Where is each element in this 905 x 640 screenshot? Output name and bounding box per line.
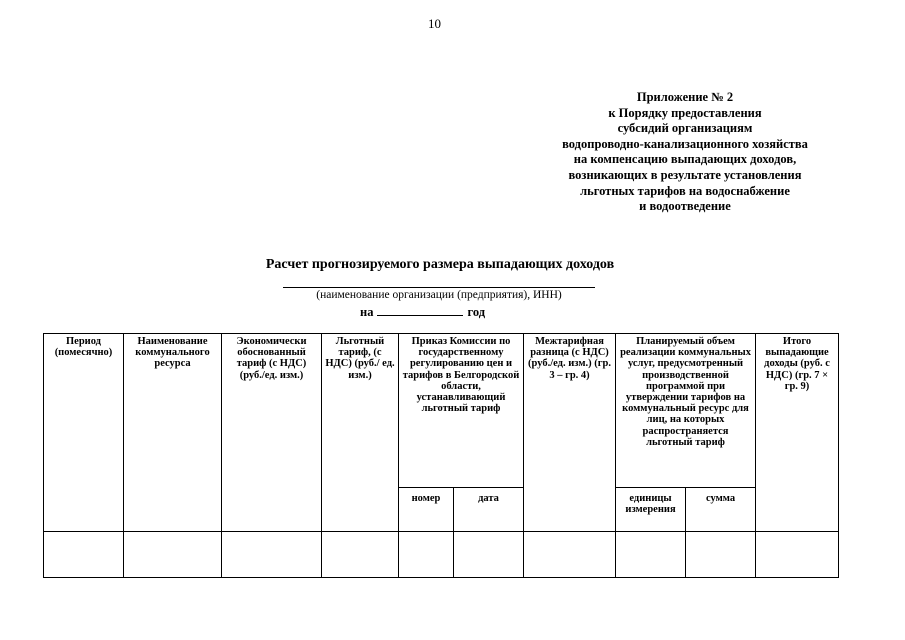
table-cell [44, 532, 124, 578]
appendix-line: на компенсацию выпадающих доходов, [573, 152, 797, 167]
appendix-line: водопроводно-канализационного хозяйства [562, 136, 808, 151]
col-order-number: номер [399, 488, 454, 532]
table-cell [454, 532, 524, 578]
col-period: Период (помесячно) [44, 334, 124, 532]
appendix-line: к Порядку предоставления [608, 105, 762, 120]
period-on-label: на [360, 305, 374, 319]
table-header-row [44, 334, 839, 488]
col-order-date: дата [454, 488, 524, 532]
year-blank [377, 305, 463, 316]
col-economic-tariff: Экономически обоснованный тариф (с НДС) (руб./ед. изм.) [222, 334, 322, 532]
col-difference: Межтарифная разница (с НДС) (руб./ед. изм.) (гр. 3 – гр. 4) [524, 334, 616, 532]
table-cell [399, 532, 454, 578]
table-cell [322, 532, 399, 578]
table-cell [686, 532, 756, 578]
table-row [44, 532, 839, 578]
table-cell [124, 532, 222, 578]
col-order: Приказ Комиссии по государственному регулированию цен и тарифов в Белгородской области, устанавливающий льготный тариф [399, 334, 524, 488]
appendix-line: субсидий организациям [617, 121, 753, 136]
appendix-line: возникающих в результате установления [568, 167, 802, 182]
appendix-line: и водоотведение [639, 199, 731, 214]
col-units: единицы измерения [616, 488, 686, 532]
col-total: Итого выпадающие доходы (руб. с НДС) (гр. 7 × гр. 9) [756, 334, 839, 532]
organization-caption: (наименование организации (предприятия), ИНН) [316, 289, 562, 301]
col-preferential-tariff: Льготный тариф, (с НДС) (руб./ ед. изм.) [322, 334, 399, 532]
appendix-header [520, 90, 850, 215]
period-year-label: год [467, 305, 486, 319]
calculation-table [43, 333, 839, 578]
col-sum: сумма [686, 488, 756, 532]
table-cell [524, 532, 616, 578]
col-resource: Наименование коммунального ресурса [124, 334, 222, 532]
appendix-line: льготных тарифов на водоснабжение [580, 183, 790, 198]
table-cell [222, 532, 322, 578]
organization-name-line [283, 287, 595, 288]
page-number: 10 [428, 16, 441, 31]
appendix-line: Приложение № 2 [636, 90, 734, 104]
col-planned-volume: Планируемый объем реализации коммунальных услуг, предусмотренный производственной программой при утверждении тарифов на коммунальный ресурс для лиц, на которых распространяется льготный тариф [616, 334, 756, 488]
document-title: Расчет прогнозируемого размера выпадающих доходов [265, 257, 615, 272]
table-cell [616, 532, 686, 578]
table-cell [756, 532, 839, 578]
period-line [360, 305, 485, 320]
